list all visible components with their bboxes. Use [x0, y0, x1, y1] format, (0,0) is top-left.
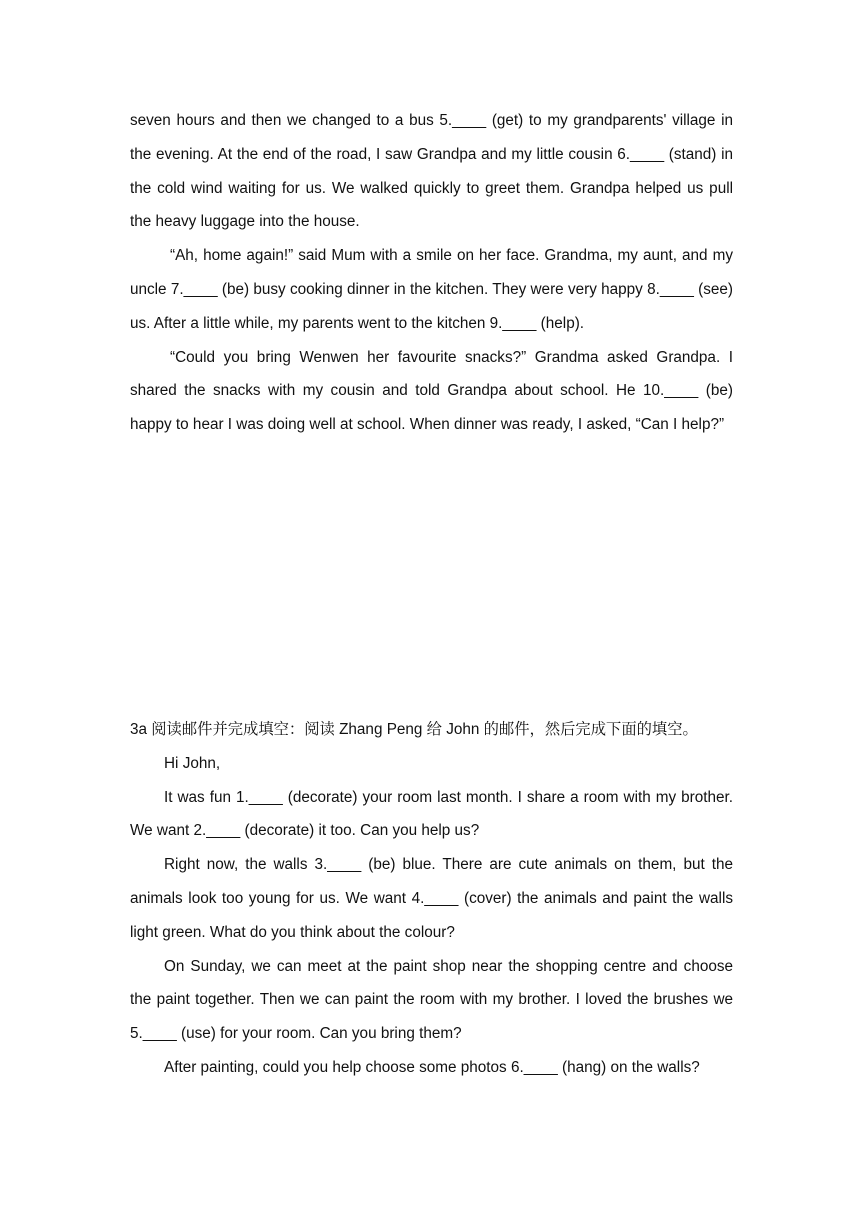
email-paragraph-4: After painting, could you help choose some photos 6.____ (hang) on the walls? — [164, 1058, 700, 1076]
email-paragraph-1: It was fun 1.____ (decorate) your room last month. I share a room with my brother. We want 2.____ (decorate) it too. Can you help us? — [130, 788, 733, 840]
exercise-instruction: 3a 阅读邮件并完成填空：阅读 Zhang Peng 给 John 的邮件，然后完成下面的填空。 — [130, 721, 698, 738]
story-paragraph-3: “Could you bring Wenwen her favourite snacks?” Grandma asked Grandpa. I shared the snacks with my cousin and told Grandpa about school. He 10.____ (be) happy to hear I was doing well at school. When dinner was ready, I asked, “Can I help?” — [130, 348, 733, 434]
email-paragraph-3: On Sunday, we can meet at the paint shop near the shopping centre and choose the paint together. Then we can paint the room with my brother. I loved the brushes we 5.____ (use) for your room. Can you bring them? — [130, 957, 733, 1043]
email-exercise — [130, 713, 733, 1085]
story-passage — [130, 104, 733, 442]
story-paragraph-1: seven hours and then we changed to a bus 5.____ (get) to my grandparents' village in the evening. At the end of the road, I saw Grandpa and my little cousin 6.____ (stand) in the cold wind waiting for us. We walked quickly to greet them. Grandpa helped us pull the heavy luggage into the house. — [130, 112, 733, 231]
story-paragraph-2: “Ah, home again!” said Mum with a smile on her face. Grandma, my aunt, and my uncle 7.____ (be) busy cooking dinner in the kitchen. They were very happy 8.____ (see) us. After a little while, my parents went to the kitchen 9.____ (help). — [130, 247, 733, 332]
email-paragraph-2: Right now, the walls 3.____ (be) blue. There are cute animals on them, but the animals look too young for us. We want 4.____ (cover) the animals and paint the walls light green. What do you think about the colour? — [130, 856, 733, 941]
email-greeting: Hi John, — [164, 754, 221, 772]
